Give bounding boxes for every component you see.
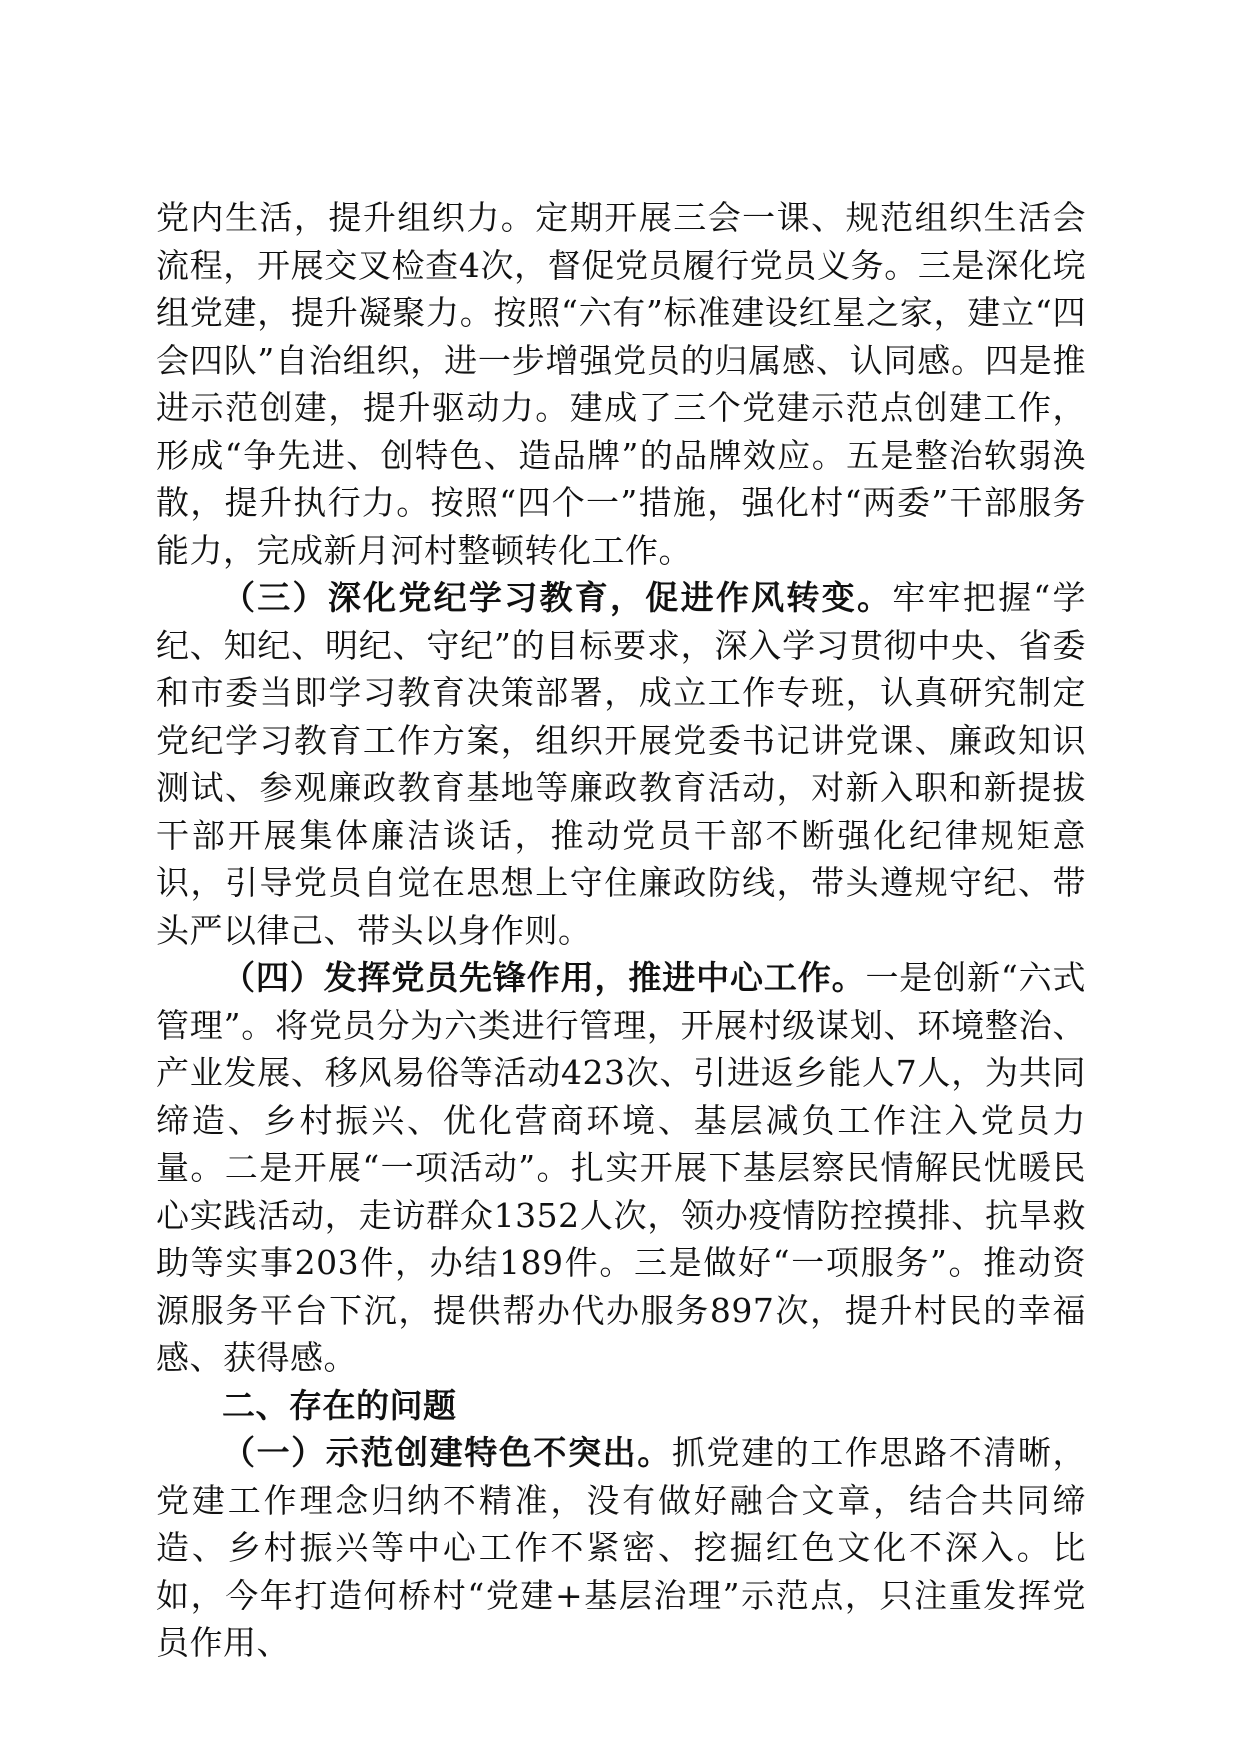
paragraph-text: 抓党建的工作思路不清晰，党建工作理念归纳不精准，没有做好融合文章，结合共同缔造、乡村振兴等中心工作不紧密、挖掘红色文化不深入。比如，今年打造何桥村“党建+基层治理”示范点，只注重发挥党员作用、 <box>156 1433 1087 1662</box>
paragraph-lead: （三）深化党纪学习教育，促进作风转变。 <box>222 578 893 617</box>
paragraph-problem-demonstration <box>156 1429 1086 1667</box>
paragraph-lead: （一）示范创建特色不突出。 <box>222 1433 672 1472</box>
paragraph-text: 牢牢把握“学纪、知纪、明纪、守纪”的目标要求，深入学习贯彻中央、省委和市委当即学习教育决策部署，成立工作专班，认真研究制定党纪学习教育工作方案，组织开展党委书记讲党课、廉政知识测试、参观廉政教育基地等廉政教育活动，对新入职和新提拔干部开展集体廉洁谈话，推动党员干部不断强化纪律规矩意识，引导党员自觉在思想上守住廉政防线，带头遵规守纪、带头严以律己、带头以身作则。 <box>156 578 1087 950</box>
paragraph-discipline-education <box>156 574 1086 954</box>
paragraph-party-life <box>156 194 1086 574</box>
paragraph-text: 党内生活，提升组织力。定期开展三会一课、规范组织生活会流程，开展交叉检查4次，督促党员履行党员义务。三是深化垸组党建，提升凝聚力。按照“六有”标准建设红星之家，建立“四会四队”自治组织，进一步增强党员的归属感、认同感。四是推进示范创建，提升驱动力。建成了三个党建示范点创建工作，形成“争先进、创特色、造品牌”的品牌效应。五是整治软弱涣散，提升执行力。按照“四个一”措施，强化村“两委”干部服务能力，完成新月河村整顿转化工作。 <box>156 198 1086 570</box>
paragraph-lead: （四）发挥党员先锋作用，推进中心工作。 <box>222 958 866 997</box>
section-heading: 二、存在的问题 <box>222 1385 457 1425</box>
paragraph-text: 一是创新“六式管理”。将党员分为六类进行管理，开展村级谋划、环境整治、产业发展、移风易俗等活动423次、引进返乡能人7人，为共同缔造、乡村振兴、优化营商环境、基层减负工作注入党员力量。二是开展“一项活动”。扎实开展下基层察民情解民忧暖民心实践活动，走访群众1352人次，领办疫情防控摸排、抗旱救助等实事203件，办结189件。三是做好“一项服务”。推动资源服务平台下沉，提供帮办代办服务897次，提升村民的幸福感、获得感。 <box>156 958 1086 1377</box>
document-body <box>156 194 1086 1667</box>
paragraph-vanguard-role <box>156 954 1086 1382</box>
